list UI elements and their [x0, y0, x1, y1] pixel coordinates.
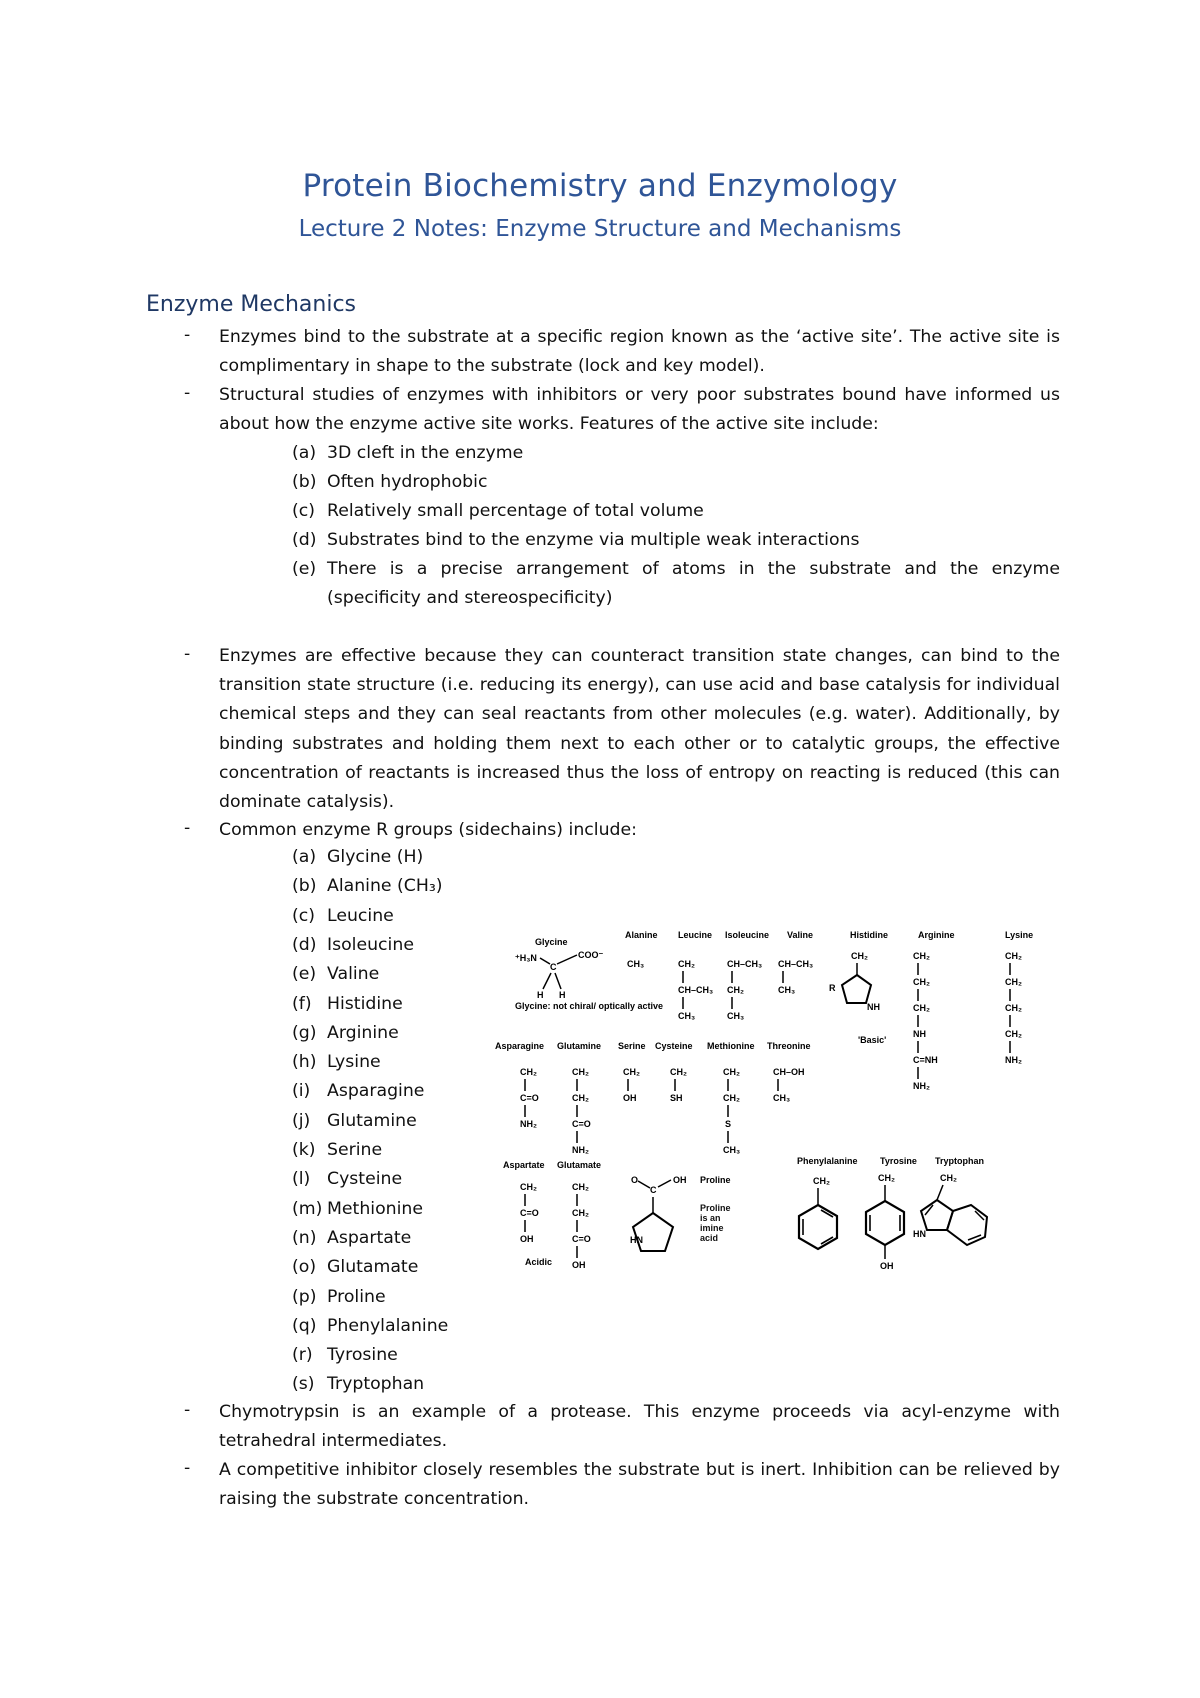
group-r: R	[829, 983, 836, 993]
r-group-item	[292, 843, 423, 872]
r-group-item	[292, 902, 394, 931]
group-ch2: CH₂	[1005, 1029, 1022, 1039]
r-group-item	[292, 1077, 424, 1106]
group-ch-ch3: CH–CH₃	[678, 985, 714, 995]
label-serine: Serine	[618, 1041, 646, 1051]
label-valine: Valine	[787, 930, 814, 940]
list-item: (c) Relatively small percentage of total volume	[292, 501, 704, 521]
page-subtitle: Lecture 2 Notes: Enzyme Structure and Mechanisms	[298, 216, 902, 242]
r-group-item	[292, 1107, 417, 1136]
r-group-item	[292, 960, 379, 989]
r-group-label: (i)	[292, 1081, 311, 1102]
group-h3n: ⁺H₃N	[515, 953, 537, 963]
r-group-name: Glutamate	[327, 1257, 419, 1278]
group-c-eq-o: C=O	[520, 1208, 539, 1218]
group-oh: OH	[673, 1175, 687, 1185]
r-group-label: (p)	[292, 1286, 317, 1307]
group-nh: NH	[913, 1029, 926, 1039]
group-hn: HN	[630, 1235, 643, 1245]
group-oh: OH	[623, 1093, 637, 1103]
r-group-name: Histidine	[327, 993, 403, 1014]
group-ch2: CH₂	[1005, 951, 1022, 961]
r-group-label: (m)	[292, 1198, 323, 1219]
group-oh: OH	[880, 1261, 894, 1271]
r-group-label: (k)	[292, 1140, 316, 1160]
group-ch2: CH₂	[678, 959, 695, 969]
group-o: O	[631, 1175, 639, 1185]
bullet-dash: -	[184, 1400, 191, 1420]
group-c-eq-o: C=O	[520, 1093, 539, 1103]
r-group-label: (f)	[292, 993, 312, 1014]
r-group-label: (d)	[292, 934, 317, 955]
paragraph-active-site: Enzymes bind to the substrate at a specific region known as the ‘active site’. The active site is complimentary in shape to the substrate (lock and key model).	[219, 327, 1060, 377]
group-ch2: CH₂	[913, 951, 930, 961]
group-nh2: NH₂	[572, 1145, 589, 1155]
r-group-label: (g)	[292, 1022, 317, 1043]
label-isoleucine: Isoleucine	[725, 930, 770, 940]
r-group-item	[292, 1165, 402, 1194]
label-leucine: Leucine	[678, 930, 713, 940]
r-group-name: Glutamine	[327, 1110, 417, 1131]
group-ch3: CH₃	[723, 1145, 741, 1155]
r-group-name: Leucine	[327, 905, 394, 926]
group-ch2: CH₂	[878, 1173, 895, 1183]
r-group-item	[292, 1224, 411, 1253]
r-group-name: Asparagine	[327, 1081, 425, 1102]
r-group-label: (r)	[292, 1345, 313, 1366]
group-ch2: CH₂	[913, 1003, 930, 1013]
r-group-item	[292, 1019, 399, 1048]
r-group-name: Serine	[327, 1140, 383, 1160]
r-group-label: (o)	[292, 1257, 317, 1278]
r-group-name: Isoleucine	[327, 934, 414, 955]
r-group-label: (j)	[292, 1110, 311, 1131]
r-group-name: Valine	[327, 964, 380, 985]
label-glutamate: Glutamate	[557, 1160, 602, 1170]
bullet-dash: -	[184, 325, 191, 345]
label-tyrosine: Tyrosine	[880, 1156, 917, 1166]
r-group-name: Arginine	[327, 1022, 399, 1043]
group-ch2: CH₂	[520, 1067, 537, 1077]
paragraph-effectiveness: Enzymes are effective because they can counteract transition state changes, can bind to the transition state structure (i.e. reducing its energy), can use acid and base catalysis for individual chemical steps and they can seal reactants from other molecules (e.g. water). Additionally, by binding substrates and holding them next to each other or to catalytic groups, the effective concentration of reactants is increased thus the loss of entropy on reacting is reduced (this can dominate catalysis).	[219, 646, 1060, 813]
group-c: C	[650, 1185, 657, 1195]
r-group-name: Phenylalanine	[327, 1315, 449, 1336]
group-coo: COO⁻	[578, 950, 604, 960]
proline-note: Proline is an imine acid	[700, 1203, 731, 1243]
group-ch3: CH₃	[773, 1093, 791, 1103]
group-ch2: CH₂	[572, 1067, 589, 1077]
r-group-label: (l)	[292, 1169, 311, 1190]
list-item: (d) Substrates bind to the enzyme via multiple weak interactions	[292, 530, 860, 550]
r-group-name: Lysine	[327, 1052, 381, 1073]
label-aspartate: Aspartate	[503, 1160, 545, 1170]
histidine-note: 'Basic'	[858, 1035, 887, 1045]
group-ch2: CH₂	[572, 1208, 589, 1218]
r-group-label: (a)	[292, 847, 317, 867]
r-group-item	[292, 1048, 381, 1077]
list-item: (a) 3D cleft in the enzyme	[292, 443, 524, 463]
group-ch2: CH₂	[727, 985, 744, 995]
label-phenylalanine: Phenylalanine	[797, 1156, 858, 1166]
r-group-label: (q)	[292, 1315, 317, 1336]
r-group-item	[292, 1195, 423, 1224]
r-group-item	[292, 990, 403, 1019]
group-ch2: CH₂	[940, 1173, 957, 1183]
paragraph-r-groups: Common enzyme R groups (sidechains) include:	[219, 820, 637, 840]
r-group-label: (h)	[292, 1052, 317, 1073]
paragraph-competitive-inhibitor: A competitive inhibitor closely resembles the substrate but is inert. Inhibition can be relieved by raising the substrate concentration.	[219, 1460, 1060, 1510]
group-nh2: NH₂	[1005, 1055, 1022, 1065]
label-histidine: Histidine	[850, 930, 889, 940]
r-group-name: Tryptophan	[327, 1374, 425, 1395]
r-group-name: Tyrosine	[327, 1345, 398, 1366]
group-sh: SH	[670, 1093, 683, 1103]
group-c-eq-o: C=O	[572, 1119, 591, 1129]
group-c-eq-nh: C=NH	[913, 1055, 938, 1065]
label-tryptophan: Tryptophan	[935, 1156, 984, 1166]
group-ch2: CH₂	[572, 1093, 589, 1103]
label-asparagine: Asparagine	[495, 1041, 545, 1051]
paragraph-chymotrypsin: Chymotrypsin is an example of a protease. This enzyme proceeds via acyl-enzyme with tetrahedral intermediates.	[219, 1402, 1060, 1452]
group-ch2: CH₂	[572, 1182, 589, 1192]
bullet-dash: -	[184, 644, 191, 664]
r-group-name: Methionine	[327, 1198, 423, 1219]
group-nh2: NH₂	[520, 1119, 537, 1129]
r-group-item	[292, 1136, 382, 1165]
acidic-note: Acidic	[525, 1257, 553, 1267]
r-group-label: (b)	[292, 876, 317, 897]
r-group-name: Proline	[327, 1286, 386, 1307]
group-c: C	[550, 962, 557, 972]
group-ch3: CH₃	[778, 985, 796, 995]
label-arginine: Arginine	[918, 930, 955, 940]
group-nh: NH	[867, 1002, 880, 1012]
group-hn: HN	[913, 1229, 926, 1239]
group-ch2: CH₂	[913, 977, 930, 987]
label-methionine: Methionine	[707, 1041, 755, 1051]
group-ch2: CH₂	[520, 1182, 537, 1192]
r-group-item	[292, 872, 443, 901]
group-ch2: CH₂	[723, 1093, 740, 1103]
r-group-name: Glycine (H)	[327, 847, 424, 867]
group-ch-oh: CH–OH	[773, 1067, 805, 1077]
page-title: Protein Biochemistry and Enzymology	[302, 168, 898, 204]
label-glycine: Glycine	[535, 937, 568, 947]
group-ch3: CH₃	[727, 1011, 745, 1021]
list-item: (e) There is a precise arrangement of atoms in the substrate and the enzyme (specificity and stereospecificity)	[292, 559, 1060, 608]
group-ch3: CH₃	[678, 1011, 696, 1021]
r-group-label: (s)	[292, 1374, 315, 1395]
group-oh: OH	[520, 1234, 534, 1244]
r-group-item	[292, 1283, 386, 1312]
amino-acid-structures-figure	[495, 925, 1065, 1325]
label-lysine: Lysine	[1005, 930, 1034, 940]
group-oh: OH	[572, 1260, 586, 1270]
r-group-item	[292, 1312, 448, 1341]
label-alanine: Alanine	[625, 930, 658, 940]
bullet-dash: -	[184, 818, 191, 838]
r-group-name: Aspartate	[327, 1227, 412, 1248]
glycine-note: Glycine: not chiral/ optically active	[515, 1001, 664, 1011]
group-ch3: CH₃	[627, 959, 645, 969]
bullet-dash: -	[184, 383, 191, 403]
section-heading: Enzyme Mechanics	[146, 292, 357, 317]
group-h: H	[537, 990, 544, 1000]
r-group-name: Cysteine	[327, 1169, 403, 1190]
r-group-item	[292, 931, 414, 960]
group-ch2: CH₂	[813, 1176, 830, 1186]
list-item: (b) Often hydrophobic	[292, 472, 488, 492]
r-group-label: (e)	[292, 964, 317, 985]
r-group-item	[292, 1341, 398, 1370]
group-ch2: CH₂	[1005, 977, 1022, 987]
group-h: H	[559, 990, 566, 1000]
label-glutamine: Glutamine	[557, 1041, 602, 1051]
group-c-eq-o: C=O	[572, 1234, 591, 1244]
label-threonine: Threonine	[767, 1041, 811, 1051]
group-ch-ch3: CH–CH₃	[727, 959, 763, 969]
group-nh2: NH₂	[913, 1081, 930, 1091]
r-group-label: (n)	[292, 1227, 317, 1248]
r-group-label: (c)	[292, 905, 315, 926]
bullet-dash: -	[184, 1458, 191, 1478]
group-ch2: CH₂	[623, 1067, 640, 1077]
group-ch2: CH₂	[723, 1067, 740, 1077]
r-group-item	[292, 1253, 418, 1282]
group-ch2: CH₂	[851, 951, 868, 961]
group-ch-ch3: CH–CH₃	[778, 959, 814, 969]
paragraph-structural-studies: Structural studies of enzymes with inhibitors or very poor substrates bound have informed us about how the enzyme active site works. Features of the active site include:	[219, 385, 1060, 435]
label-proline: Proline	[700, 1175, 731, 1185]
r-group-item	[292, 1370, 424, 1399]
group-ch2: CH₂	[1005, 1003, 1022, 1013]
label-cysteine: Cysteine	[655, 1041, 693, 1051]
group-s: S	[725, 1119, 732, 1129]
r-group-name: Alanine (CH₃)	[327, 876, 443, 897]
group-ch2: CH₂	[670, 1067, 687, 1077]
